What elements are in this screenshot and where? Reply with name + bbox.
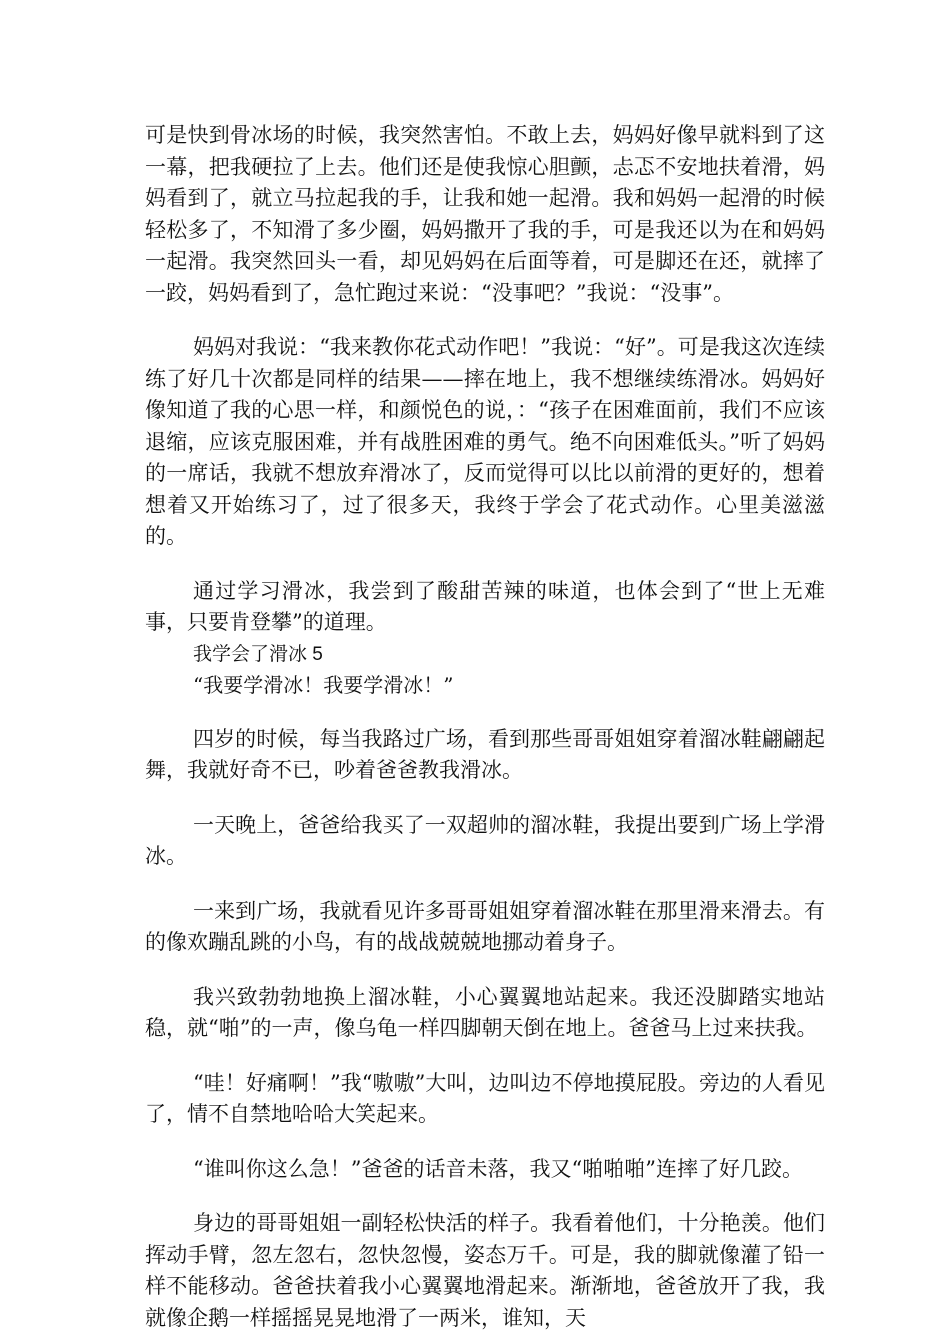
section-title: 我学会了滑冰 5 <box>193 643 323 665</box>
paragraph-4: 四岁的时候，每当我路过广场，看到那些哥哥姐姐穿着溜冰鞋翩翩起舞，我就好奇不已，吵着爸爸教我滑冰。 <box>145 726 825 782</box>
paragraph-10: 身边的哥哥姐姐一副轻松快活的样子。我看着他们，十分艳羡。他们挥动手臂，忽左忽右，忽快忽慢，姿态万千。可是，我的脚就像灌了铅一样不能移动。爸爸扶着我小心翼翼地滑起来。渐渐地，爸爸放开了我，我就像企鹅一样摇摇晃晃地滑了一两米，谁知，天 <box>145 1211 825 1330</box>
paragraph-1: 可是快到骨冰场的时候，我突然害怕。不敢上去，妈妈好像早就料到了这一幕，把我硬拉了上去。他们还是使我惊心胆颤，忐忑不安地扶着滑，妈妈看到了，就立马拉起我的手，让我和她一起滑。我和妈妈一起滑的时候轻松多了，不知滑了多少圈，妈妈撒开了我的手，可是我还以为在和妈妈一起滑。我突然回头一看，却见妈妈在后面等着，可是脚还在还，就摔了一跤，妈妈看到了，急忙跑过来说：“没事吧？”我说：“没事”。 <box>145 123 825 305</box>
paragraph-3: 通过学习滑冰，我尝到了酸甜苦辣的味道，也体会到了“世上无难事，只要肯登攀”的道理。 <box>145 578 825 634</box>
paragraph-5: 一天晚上，爸爸给我买了一双超帅的溜冰鞋，我提出要到广场上学滑冰。 <box>145 812 825 868</box>
paragraph-2: 妈妈对我说：“我来教你花式动作吧！”我说：“好”。可是我这次连续练了好几十次都是同样的结果——摔在地上，我不想继续练滑冰。妈妈好像知道了我的心思一样，和颜悦色的说，：“孩子在困难面前，我们不应该退缩，应该克服困难，并有战胜困难的勇气。绝不向困难低头。”听了妈妈的一席话，我就不想放弃滑冰了，反而觉得可以比以前滑的更好的，想着想着又开始练习了，过了很多天，我终于学会了花式动作。心里美滋滋的。 <box>145 335 825 548</box>
document-body <box>145 120 825 1334</box>
paragraph-7: 我兴致勃勃地换上溜冰鞋，小心翼翼地站起来。我还没脚踏实地站稳，就“啪”的一声，像乌龟一样四脚朝天倒在地上。爸爸马上过来扶我。 <box>145 984 825 1040</box>
paragraph-9: “谁叫你这么急！”爸爸的话音未落，我又“啪啪啪”连摔了好几跤。 <box>193 1156 803 1181</box>
opening-quote: “我要学滑冰！我要学滑冰！” <box>193 672 454 697</box>
paragraph-8: “哇！好痛啊！”我“嗷嗷”大叫，边叫边不停地摸屁股。旁边的人看见了，情不自禁地哈哈大笑起来。 <box>145 1070 825 1126</box>
paragraph-6: 一来到广场，我就看见许多哥哥姐姐穿着溜冰鞋在那里滑来滑去。有的像欢蹦乱跳的小鸟，有的战战兢兢地挪动着身子。 <box>145 898 825 954</box>
